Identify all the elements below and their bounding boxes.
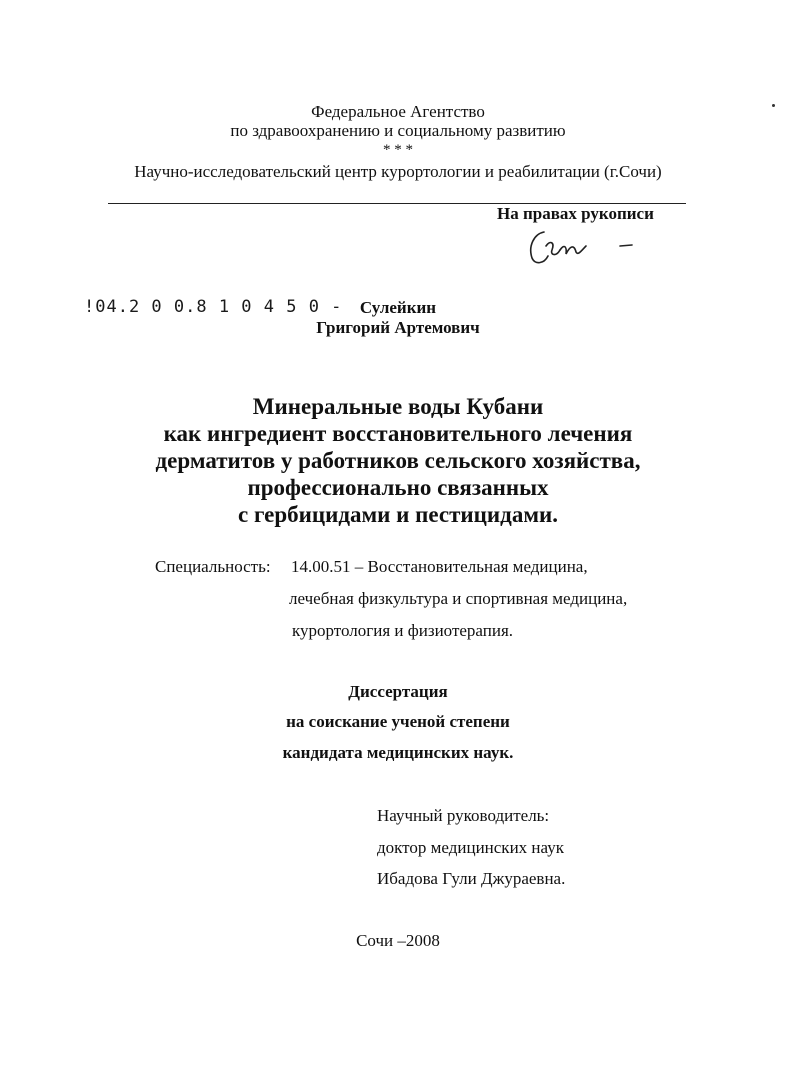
degree-line-2: на соискание ученой степени — [286, 712, 510, 731]
title-line-4: профессионально связанных — [247, 475, 549, 500]
author-name: Григорий Артемович — [316, 318, 480, 337]
author-surname: Сулейкин — [359, 298, 437, 317]
library-stamp-number: !04.2 0 0.8 1 0 4 5 0 - — [84, 297, 343, 317]
agency-line-1: Федеральное Агентство — [311, 102, 485, 121]
specialty-line-1: 14.00.51 – Восстановительная медицина, — [291, 557, 588, 576]
separator-stars: * * * — [383, 142, 413, 158]
title-line-1: Минеральные воды Кубани — [252, 394, 544, 419]
institute-line: Научно-исследовательский центр курортологии и реабилитации (г.Сочи) — [134, 162, 662, 181]
advisor-name: Ибадова Гули Джураевна. — [377, 869, 566, 888]
specialty-line-3: курортология и физиотерапия. — [292, 621, 514, 640]
place-year: Сочи –2008 — [356, 931, 440, 950]
degree-line-1: Диссертация — [348, 682, 448, 701]
advisor-label: Научный руководитель: — [377, 806, 550, 825]
degree-line-3: кандидата медицинских наук. — [282, 743, 514, 762]
title-line-3: дерматитов у работников сельского хозяйства, — [155, 448, 641, 473]
specialty-label: Специальность: — [155, 557, 271, 576]
agency-line-2: по здравоохранению и социальному развитию — [230, 121, 566, 140]
rights-note: На правах рукописи — [497, 204, 654, 223]
scan-speck — [772, 104, 775, 107]
title-line-5: с гербицидами и пестицидами. — [238, 502, 558, 527]
signature — [520, 224, 640, 270]
advisor-title: доктор медицинских наук — [377, 838, 564, 857]
specialty-line-2: лечебная физкультура и спортивная медицина, — [289, 589, 628, 608]
title-line-2: как ингредиент восстановительного лечения — [163, 421, 633, 446]
